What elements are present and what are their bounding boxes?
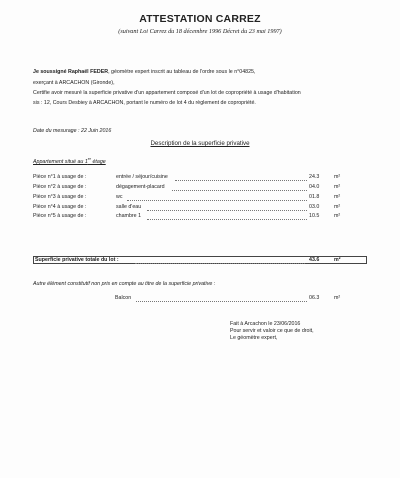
section-title: Description de la superficie privative	[150, 140, 250, 147]
room-unit: m²	[334, 174, 341, 180]
floor-label: Appartement situé au 1er étage	[33, 157, 106, 165]
room-name: entrée / séjour/cuisine	[116, 174, 168, 180]
room-name: dégagement-placard	[116, 184, 165, 190]
total-unit: m²	[334, 257, 341, 263]
surveyor-registration: , géomètre expert inscrit au tableau de l'ordre sous le n°04825,	[108, 69, 256, 75]
room-name: salle d'eau	[116, 204, 142, 210]
room-label: Pièce n°5 à usage de :	[33, 213, 87, 219]
intro-line-4: sis : 12, Cours Desbiey à ARCACHON, portant le numéro de lot 4 du règlement de copropriété.	[33, 100, 256, 106]
room-area: 04.0	[309, 184, 320, 190]
leader-dots	[147, 210, 307, 211]
room-label: Pièce n°1 à usage de :	[33, 174, 87, 180]
room-area: 03.0	[309, 204, 320, 210]
other-name: Balcon	[115, 295, 132, 301]
signature-formula: Pour servir et valoir ce que de droit,	[230, 328, 314, 334]
other-area: 06.3	[309, 295, 320, 301]
room-name: chambre 1	[116, 213, 142, 219]
total-value: 43.6	[309, 257, 320, 263]
intro-line-2: exerçant à ARCACHON (Gironde),	[33, 80, 115, 86]
document-subtitle: (suivant Loi Carrez du 18 décembre 1996 Décret du 23 mai 1997)	[118, 28, 282, 35]
room-label: Pièce n°2 à usage de :	[33, 184, 87, 190]
surveyor-name: Je soussigné Raphaël FEDER	[33, 69, 109, 75]
room-unit: m²	[334, 204, 341, 210]
leader-dots	[135, 263, 305, 264]
leader-dots	[175, 180, 307, 181]
room-unit: m²	[334, 213, 341, 219]
signature-title: Le géomètre expert,	[230, 335, 278, 341]
room-area: 01.8	[309, 194, 320, 200]
other-heading: Autre élément constitutif non pris en compte au titre de la superficie privative :	[33, 281, 216, 287]
other-unit: m²	[334, 295, 341, 301]
document-title: ATTESTATION CARREZ	[139, 13, 261, 25]
leader-dots	[172, 190, 307, 191]
signature-place-date: Fait à Arcachon le 23/06/2016	[230, 321, 301, 327]
room-unit: m²	[334, 194, 341, 200]
room-name: wc	[116, 194, 123, 200]
room-unit: m²	[334, 184, 341, 190]
leader-dots	[136, 301, 307, 302]
room-area: 24.3	[309, 174, 320, 180]
room-label: Pièce n°3 à usage de :	[33, 194, 87, 200]
leader-dots	[127, 200, 307, 201]
intro-line-3: Certifie avoir mesuré la superficie privative d'un appartement composé d'un lot de copropriété à usage d'habitation	[33, 90, 301, 96]
intro-line-1	[33, 69, 255, 76]
room-area: 10.5	[309, 213, 320, 219]
measure-date: Date du mesurage : 22 Juin 2016	[33, 128, 112, 134]
room-label: Pièce n°4 à usage de :	[33, 204, 87, 210]
total-label: Superficie privative totale du lot :	[35, 257, 119, 263]
leader-dots	[147, 219, 307, 220]
